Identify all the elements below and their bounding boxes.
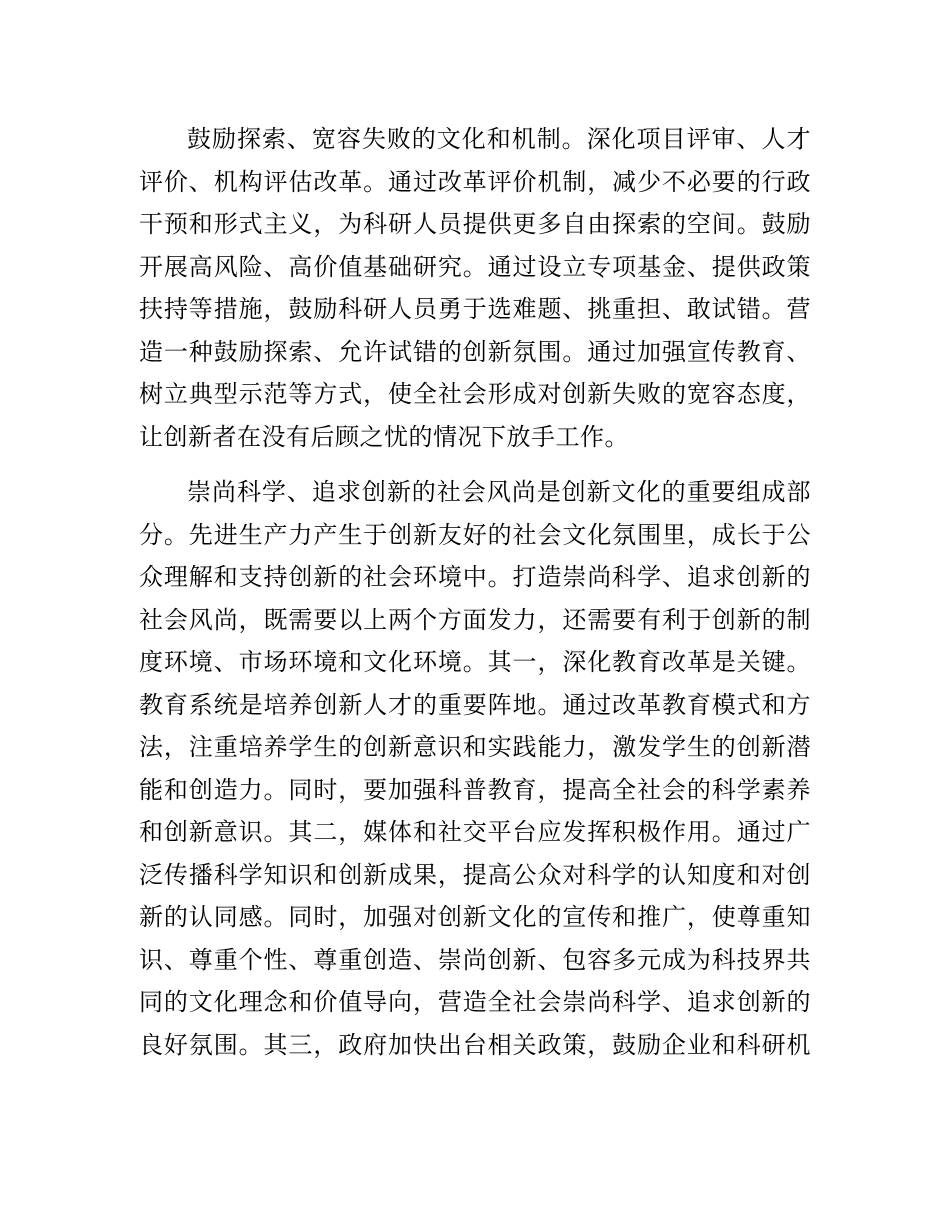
text-line: 识、尊重个性、尊重创造、崇尚创新、包容多元成为科技界共 <box>139 946 811 974</box>
text-line: 崇尚科学、追求创新的社会风尚是创新文化的重要组成部 <box>187 479 811 506</box>
text-block <box>139 119 811 1080</box>
text-line: 分。先进生产力产生于创新友好的社会文化氛围里，成长于公 <box>139 521 811 549</box>
text-line: 众理解和支持创新的社会环境中。打造崇尚科学、追求创新的 <box>139 564 811 591</box>
text-line: 干预和形式主义，为科研人员提供更多自由探索的空间。鼓励 <box>139 211 811 238</box>
text-line: 造一种鼓励探索、允许试错的创新氛围。通过加强宣传教育、 <box>139 338 811 366</box>
text-line: 新的认同感。同时，加强对创新文化的宣传和推广，使尊重知 <box>139 904 811 931</box>
text-line: 扶持等措施，鼓励科研人员勇于选难题、挑重担、敢试错。营 <box>139 296 811 323</box>
text-line: 鼓励探索、宽容失败的文化和机制。深化项目评审、人才 <box>187 126 811 153</box>
text-line: 树立典型示范等方式，使全社会形成对创新失败的宽容态度， <box>139 381 811 408</box>
paragraph-1 <box>139 119 811 459</box>
text-line: 良好氛围。其三，政府加快出台相关政策，鼓励企业和科研机 <box>139 1031 811 1059</box>
text-line: 教育系统是培养创新人才的重要阵地。通过改革教育模式和方 <box>139 691 811 719</box>
text-line: 法，注重培养学生的创新意识和实践能力，激发学生的创新潜 <box>139 734 811 761</box>
text-line: 和创新意识。其二，媒体和社交平台应发挥积极作用。通过广 <box>139 819 811 846</box>
text-line: 度环境、市场环境和文化环境。其一，深化教育改革是关键。 <box>139 649 811 676</box>
text-line: 能和创造力。同时，要加强科普教育，提高全社会的科学素养 <box>139 776 811 804</box>
paragraph-2 <box>139 472 811 1067</box>
text-line: 开展高风险、高价值基础研究。通过设立专项基金、提供政策 <box>139 253 811 281</box>
text-line: 评价、机构评估改革。通过改革评价机制，减少不必要的行政 <box>139 168 811 196</box>
text-line: 泛传播科学知识和创新成果，提高公众对科学的认知度和对创 <box>139 861 811 889</box>
text-line: 让创新者在没有后顾之忧的情况下放手工作。 <box>139 423 629 451</box>
text-line: 社会风尚，既需要以上两个方面发力，还需要有利于创新的制 <box>139 606 811 634</box>
text-line: 同的文化理念和价值导向，营造全社会崇尚科学、追求创新的 <box>139 989 811 1016</box>
